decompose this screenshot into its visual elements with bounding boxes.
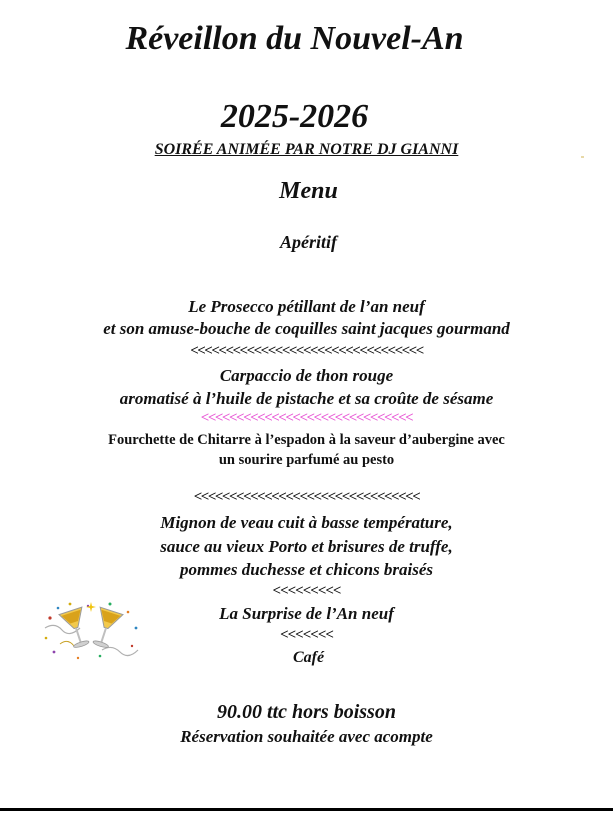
course2-line1: Carpaccio de thon rouge <box>219 366 394 385</box>
separator-2: <<<<<<<<<<<<<<<<<<<<<<<<<<<<<< <box>200 410 413 426</box>
decorative-speck <box>581 156 584 158</box>
course4-line1: Mignon de veau cuit à basse température, <box>160 513 453 532</box>
price-line: 90.00 ttc hors boisson <box>217 701 396 723</box>
event-year: 2025-2026 <box>220 98 369 135</box>
separator-5: <<<<<<< <box>280 627 333 643</box>
course3-line1: Fourchette de Chitarre à l’espadon à la saveur d’aubergine avec <box>108 432 505 448</box>
bottom-divider <box>0 808 613 811</box>
aperitif-heading: Apéritif <box>280 232 337 252</box>
course2-line2: aromatisé à l’huile de pistache et sa croûte de sésame <box>119 389 494 408</box>
course3-line2: un sourire parfumé au pesto <box>218 452 395 468</box>
course4-line2: sauce au vieux Porto et brisures de truffe, <box>160 537 453 556</box>
separator-4: <<<<<<<<< <box>272 583 341 599</box>
course4-line3: pommes duchesse et chicons braisés <box>179 560 434 579</box>
dj-subtitle: SOIRÉE ANIMÉE PAR NOTRE DJ GIANNI <box>154 141 459 158</box>
menu-heading: Menu <box>279 178 338 204</box>
dessert-line: La Surprise de l’An neuf <box>219 604 394 623</box>
separator-3: <<<<<<<<<<<<<<<<<<<<<<<<<<<<<<<< <box>193 489 420 505</box>
page-title: Réveillon du Nouvel-An <box>125 20 464 57</box>
reservation-line: Réservation souhaitée avec acompte <box>180 727 433 746</box>
champagne-glasses-icon <box>40 598 142 662</box>
coffee-line: Café <box>292 649 325 666</box>
course1-line2: et son amuse-bouche de coquilles saint jacques gourmand <box>103 319 510 338</box>
course1-line1: Le Prosecco pétillant de l’an neuf <box>188 297 425 316</box>
separator-1: <<<<<<<<<<<<<<<<<<<<<<<<<<<<<<<<< <box>190 343 423 359</box>
